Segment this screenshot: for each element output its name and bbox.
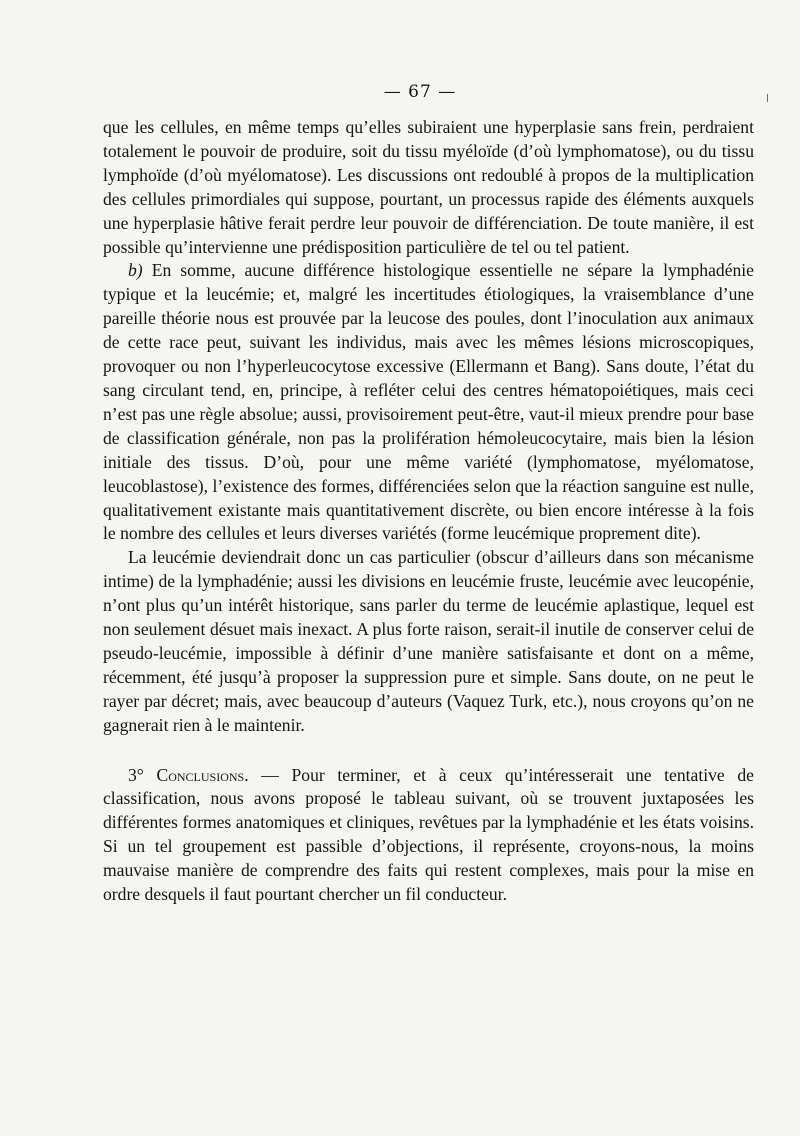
paragraph-1 bbox=[103, 116, 754, 259]
paragraph-4-text: — Pour terminer, et à ceux qu’intéresserait une tentative de classification, nous avons proposé le tableau suivant, où se trouvent juxtaposées les différentes formes anatomiques et cliniques, revêtues par la lymphadénie et les états voisins. Si un tel groupement est passible d’objections, il représente, croyons-nous, la moins mauvaise manière de comprendre des faits qui restent complexes, mais pour la mise en ordre desquels il faut pourtant chercher un fil conducteur. bbox=[103, 764, 754, 905]
margin-mark bbox=[767, 94, 768, 102]
paragraph-2-label: b) bbox=[128, 260, 143, 281]
paragraph-1-text: que les cellules, en même temps qu’elles subiraient une hyperplasie sans frein, perdraient totalement le pouvoir de produire, soit du tissu myéloïde (d’où lymphomatose), ou du tissu lymphoïde (d’où myélomatose). Les discussions ont redoublé à propos de la multiplication des cellules primordiales qui suppose, pourtant, un processus rapide des éléments auxquels une hyperplasie hâtive ferait perdre leur pouvoir de différenciation. De toute manière, il est possible qu’intervienne une prédisposition particulière de tel ou tel patient. bbox=[103, 117, 754, 257]
paragraph-3-text: La leucémie deviendrait donc un cas particulier (obscur d’ailleurs dans son mécanisme intime) de la lymphadénie; aussi les divisions en leucémie fruste, leucémie avec leucopénie, n’ont plus qu’un intérêt historique, sans parler du terme de leucémie aplastique, lequel est non seulement désuet mais inexact. A plus forte raison, serait-il inutile de conserver celui de pseudo-leucémie, impossible à définir d’une manière satisfaisante et dont on a même, récemment, été jusqu’à proposer la suppression pure et simple. Sans doute, on ne peut le rayer par décret; mais, avec beaucoup d’auteurs (Vaquez Turk, etc.), nous croyons qu’on ne gagnerait rien à le maintenir. bbox=[103, 547, 754, 735]
paragraph-2 bbox=[103, 259, 754, 546]
conclusions-heading: 3° Conclusions. bbox=[128, 764, 249, 785]
paragraph-2-text: En somme, aucune différence histologique essentielle ne sépare la lymphadénie typique et la leucémie; et, malgré les incertitudes étiologiques, la vraisemblance d’une pareille théorie nous est prouvée par la leucose des poules, dont l’inoculation aux animaux de cette race peut, suivant les individus, mais avec les mêmes lésions microscopiques, provoquer ou non l’hyperleucocytose excessive (Ellermann et Bang). Sans doute, l’état du sang circulant tend, en, principe, à refléter celui des centres hématopoiétiques, mais ceci n’est pas une règle absolue; aussi, provisoirement peut-être, vaut-il mieux prendre pour base de classification générale, non pas la prolifération hémoleucocytaire, mais bien la lésion initiale des tissus. D’où, pour une même variété (lymphomatose, myélomatose, leucoblastose), l’existence des formes, différenciées selon que la réaction sanguine est nulle, qualitativement existante mais quantitativement discrète, ou bien encore intéresse à la fois le nombre des cellules et leurs diverses variétés (forme leucémique proprement dite). bbox=[103, 260, 754, 544]
paragraph-4 bbox=[103, 764, 754, 907]
paragraph-3 bbox=[103, 546, 754, 737]
page-number: — 67 — bbox=[383, 82, 457, 102]
body-text bbox=[103, 116, 754, 907]
